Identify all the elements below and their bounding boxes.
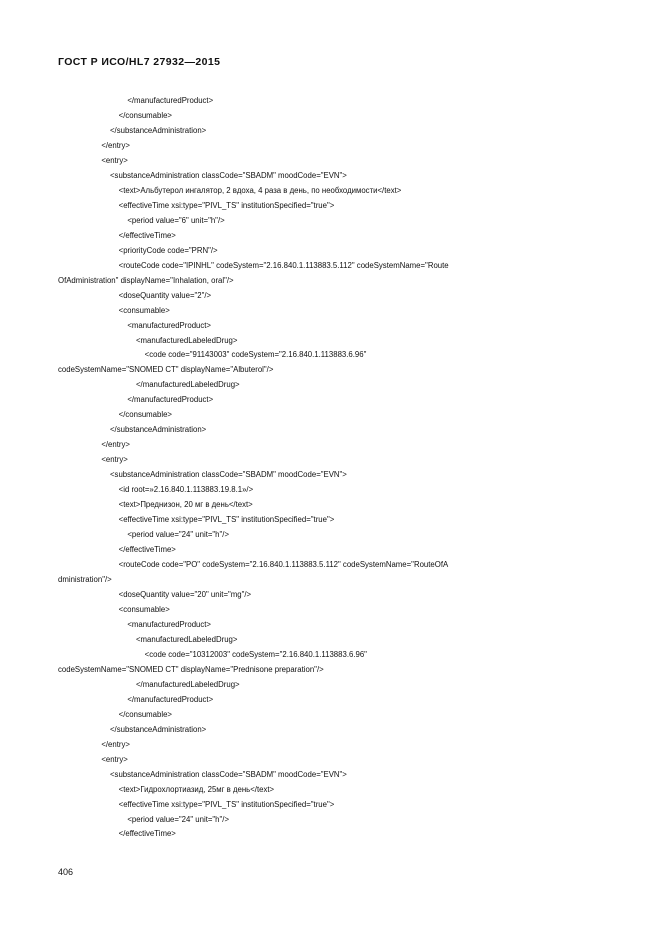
- code-line: </effectiveTime>: [58, 545, 176, 555]
- code-line: <code code="10312003" codeSystem="2.16.840.1.113883.6.96": [58, 649, 367, 659]
- code-line: <manufacturedProduct>: [58, 619, 211, 629]
- code-line: <priorityCode code="PRN"/>: [58, 245, 218, 255]
- code-line: </consumable>: [58, 110, 172, 120]
- code-line: <entry>: [58, 455, 128, 465]
- code-line: <manufacturedLabeledDrug>: [58, 634, 238, 644]
- code-line: <period value="24" unit="h"/>: [58, 530, 230, 540]
- code-line: </manufacturedProduct>: [58, 96, 214, 105]
- code-line: <entry>: [58, 155, 128, 165]
- code-line: </substanceAdministration>: [58, 425, 207, 435]
- code-line: </entry>: [58, 140, 130, 150]
- code-line: </effectiveTime>: [58, 829, 176, 839]
- code-line: <substanceAdministration classCode="SBADM" moodCode="EVN">: [58, 170, 347, 180]
- code-line: <consumable>: [58, 604, 170, 614]
- code-line: <substanceAdministration classCode="SBADM" moodCode="EVN">: [58, 769, 347, 779]
- code-line: </manufacturedLabeledDrug>: [58, 380, 240, 390]
- code-line: <text>Преднизон, 20 мг в день</text>: [58, 500, 253, 510]
- code-line: <doseQuantity value="2"/>: [58, 290, 212, 300]
- code-line: <doseQuantity value="20" unit="mg"/>: [58, 589, 252, 599]
- code-line: codeSystemName="SNOMED CT" displayName="Albuterol"/>: [58, 365, 274, 375]
- code-line: </manufacturedProduct>: [58, 694, 214, 704]
- code-line: </consumable>: [58, 410, 172, 420]
- code-line: </substanceAdministration>: [58, 724, 207, 734]
- code-line: <effectiveTime xsi:type="PIVL_TS" institutionSpecified="true">: [58, 515, 335, 525]
- code-line: <routeCode code="IPINHL" codeSystem="2.16.840.1.113883.5.112" codeSystemName="Route: [58, 260, 449, 270]
- code-line: </entry>: [58, 739, 130, 749]
- code-line: </manufacturedProduct>: [58, 395, 214, 405]
- code-line: <manufacturedLabeledDrug>: [58, 335, 238, 345]
- code-line: codeSystemName="SNOMED CT" displayName="Prednisone preparation"/>: [58, 664, 324, 674]
- code-line: <period value="6" unit="h"/>: [58, 215, 225, 225]
- xml-code-block: [58, 94, 621, 842]
- code-line: <manufacturedProduct>: [58, 320, 211, 330]
- code-line: <routeCode code="PO" codeSystem="2.16.840.1.113883.5.112" codeSystemName="RouteOfA: [58, 560, 449, 570]
- code-line: dministration"/>: [58, 575, 112, 584]
- code-line: </consumable>: [58, 709, 172, 719]
- code-line: </entry>: [58, 440, 130, 450]
- code-line: </effectiveTime>: [58, 230, 176, 240]
- code-line: <code code="91143003" codeSystem="2.16.840.1.113883.6.96": [58, 350, 367, 360]
- code-line: <effectiveTime xsi:type="PIVL_TS" institutionSpecified="true">: [58, 200, 335, 210]
- code-line: <period value="24" unit="h"/>: [58, 814, 230, 824]
- page-title: ГОСТ Р ИСО/HL7 27932—2015: [58, 56, 221, 68]
- code-line: </substanceAdministration>: [58, 125, 207, 135]
- code-line: <entry>: [58, 754, 128, 764]
- code-line: OfAdministration" displayName="Inhalation, oral"/>: [58, 275, 234, 285]
- code-line: </manufacturedLabeledDrug>: [58, 679, 240, 689]
- code-line: <text>Альбутерол ингалятор, 2 вдоха, 4 раза в день, по необходимости</text>: [58, 185, 402, 195]
- code-line: <effectiveTime xsi:type="PIVL_TS" institutionSpecified="true">: [58, 799, 335, 809]
- code-line: <text>Гидрохлортиазид, 25мг в день</text>: [58, 784, 275, 794]
- code-line: <substanceAdministration classCode="SBADM" moodCode="EVN">: [58, 470, 347, 480]
- code-line: <id root=»2.16.840.1.113883.19.8.1»/>: [58, 485, 254, 495]
- page-number: 406: [58, 867, 74, 877]
- code-line: <consumable>: [58, 305, 170, 315]
